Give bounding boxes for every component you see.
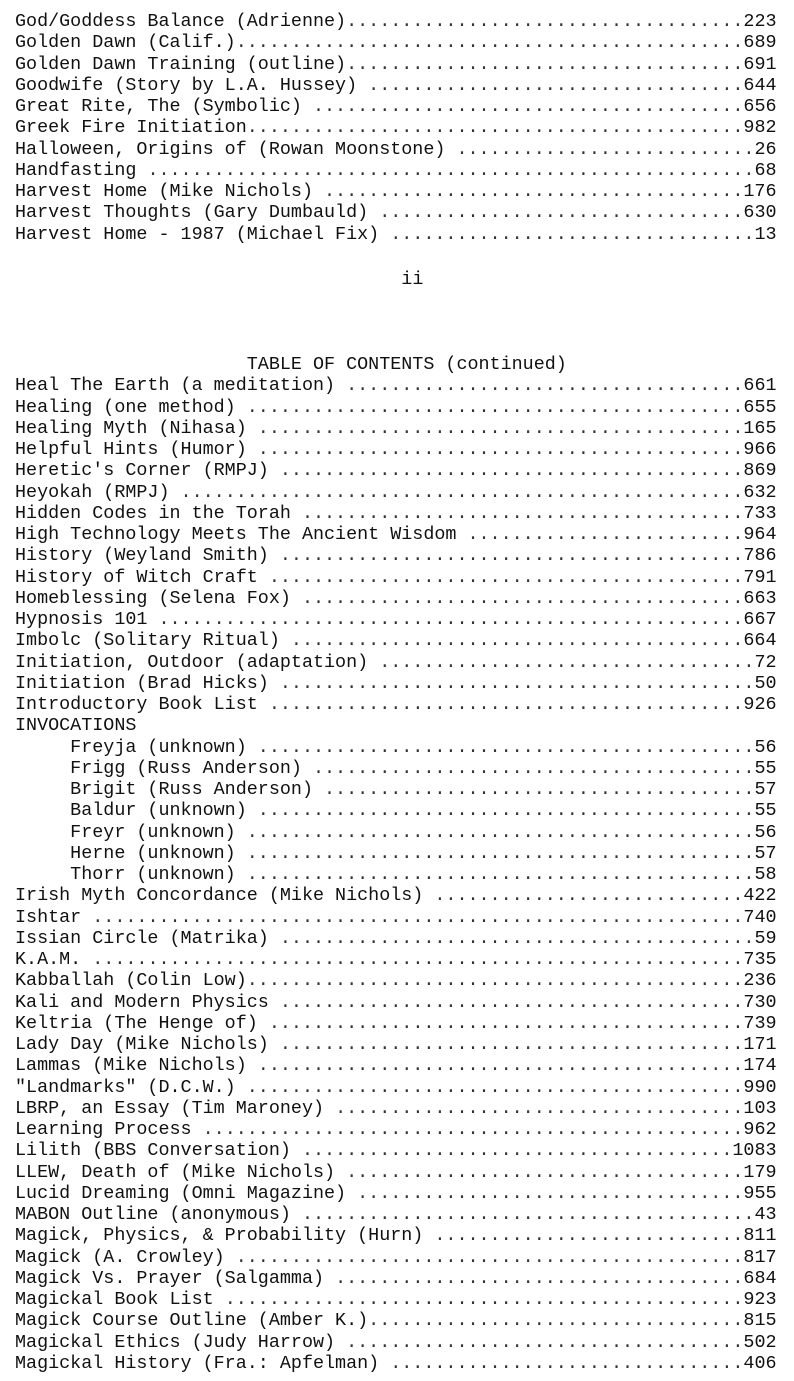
- toc-entry-title: Helpful Hints (Humor): [15, 439, 258, 460]
- toc-entry-page: 502: [743, 1331, 777, 1353]
- toc-entry-title: LBRP, an Essay (Tim Maroney): [15, 1097, 336, 1119]
- toc-entry-page: 43: [754, 1204, 777, 1225]
- toc-entry-title: Introductory Book List: [15, 694, 269, 715]
- toc-entry: [15, 1119, 777, 1140]
- toc-entry-title: Learning Process: [15, 1119, 203, 1140]
- dot-leader: ..........................................: [279, 545, 744, 567]
- toc-entry: [15, 1310, 777, 1331]
- toc-entry-title: Kali and Modern Physics: [15, 991, 280, 1013]
- toc-entry-page: 664: [743, 630, 777, 652]
- dot-leader: ...................................................: [180, 481, 744, 503]
- toc-entry-title: Magick Course Outline (Amber K.): [15, 1310, 369, 1332]
- toc-entry: [15, 224, 777, 245]
- dot-leader: .......................................: [312, 96, 744, 117]
- toc-entry-title: Heyokah (RMPJ): [15, 481, 181, 503]
- dot-leader: .............................................: [257, 800, 755, 822]
- toc-entry-title: God/Goddess Balance (Adrienne): [15, 11, 347, 32]
- toc-entry: [15, 1353, 777, 1374]
- toc-entry-title: Golden Dawn (Calif.): [15, 32, 236, 54]
- toc-entry-title: Heretic's Corner (RMPJ): [15, 460, 280, 482]
- toc-entry-page: 869: [743, 460, 777, 482]
- dot-leader: .......................................: [301, 1140, 733, 1162]
- dot-leader: ........................................: [301, 587, 744, 609]
- toc-entry-page: 644: [743, 74, 777, 96]
- toc-entry: [15, 1332, 777, 1353]
- dot-leader: ...........................................................: [92, 906, 744, 928]
- toc-entry: [15, 609, 777, 630]
- toc-entry-title: Harvest Home - 1987 (Michael Fix): [15, 223, 391, 245]
- toc-entry: [15, 202, 777, 223]
- toc-entry-title: Thorr (unknown): [15, 864, 247, 885]
- toc-entry-title: LLEW, Death of (Mike Nichols): [15, 1161, 347, 1183]
- toc-entry: [15, 1247, 777, 1268]
- toc-entry: [15, 75, 777, 96]
- dot-leader: ...........................................: [279, 927, 755, 949]
- dot-leader: ...........................................................: [92, 949, 744, 970]
- dot-leader: ....................................: [346, 53, 744, 75]
- toc-entry: [15, 1183, 777, 1204]
- toc-entry-title: Lilith (BBS Conversation): [15, 1140, 302, 1162]
- toc-entry-title: Handfasting: [15, 159, 148, 181]
- toc-entry-page: 735: [743, 949, 777, 970]
- dot-leader: ............................................: [257, 417, 744, 439]
- toc-entry: [15, 758, 777, 779]
- toc-entry: [15, 418, 777, 439]
- dot-leader: ..........................................: [279, 991, 744, 1013]
- toc-entry-page: 56: [754, 821, 777, 843]
- toc-entry-page: 236: [743, 970, 777, 992]
- dot-leader: .........................................: [290, 630, 744, 652]
- dot-leader: .....................................: [335, 1267, 744, 1289]
- dot-leader: ....................................: [346, 1161, 744, 1183]
- toc-entry-page: 667: [743, 609, 777, 630]
- toc-entry-page: 630: [743, 202, 777, 224]
- toc-entry-page: 663: [743, 587, 777, 609]
- toc-entry-page: 655: [743, 396, 777, 418]
- toc-entry-page: 964: [743, 524, 777, 545]
- toc-entry-page: 1083: [732, 1140, 777, 1162]
- dot-leader: ....................................: [346, 1331, 744, 1353]
- toc-entry: [15, 779, 777, 800]
- toc-entry-title: Harvest Home (Mike Nichols): [15, 181, 325, 202]
- dot-leader: ........................................: [312, 757, 755, 779]
- toc-entry-page: 739: [743, 1012, 777, 1034]
- toc-entry-title: Baldur (unknown): [15, 800, 258, 822]
- toc-entry-page: 68: [754, 159, 777, 181]
- toc-entry: [15, 673, 777, 694]
- toc-entry: [15, 694, 777, 715]
- toc-entry-title: Healing Myth (Nihasa): [15, 417, 258, 439]
- toc-entry-page: 786: [743, 545, 777, 567]
- dot-leader: ..............................................: [235, 1246, 744, 1268]
- toc-entry-title: Magick (A. Crowley): [15, 1246, 236, 1268]
- toc-entry-title: Magick Vs. Prayer (Salgamma): [15, 1267, 336, 1289]
- toc-entry-title: Goodwife (Story by L.A. Hussey): [15, 74, 369, 96]
- toc-entry: [15, 460, 777, 481]
- toc-entry-title: History of Witch Craft: [15, 566, 269, 588]
- dot-leader: ................................: [390, 1352, 744, 1374]
- dot-leader: .............................................: [246, 970, 744, 992]
- toc-entry: [15, 737, 777, 758]
- dot-leader: ..........................................: [279, 1034, 744, 1055]
- toc-entry-page: 733: [743, 502, 777, 524]
- toc-entry-page: 990: [743, 1076, 777, 1098]
- dot-leader: ...............................................: [224, 1289, 744, 1310]
- toc-entry-title: Great Rite, The (Symbolic): [15, 96, 313, 117]
- toc-entry: [15, 1268, 777, 1289]
- toc-entry: [15, 1225, 777, 1246]
- toc-entry-page: 176: [743, 181, 777, 202]
- toc-entry-page: 57: [754, 779, 777, 800]
- dot-leader: ..................................: [368, 1310, 744, 1332]
- toc-entry-page: 817: [743, 1246, 777, 1268]
- toc-entry: [15, 1204, 777, 1225]
- toc-entry-page: 656: [743, 96, 777, 117]
- toc-heading: [15, 354, 777, 375]
- toc-entry-title: K.A.M.: [15, 949, 93, 970]
- toc-entry-page: 966: [743, 439, 777, 460]
- dot-leader: ...........................................: [268, 566, 744, 588]
- toc-entry: [15, 800, 777, 821]
- toc-entry-title: Freyja (unknown): [15, 736, 258, 758]
- toc-entry-list: [15, 375, 777, 1374]
- toc-entry: [15, 375, 777, 396]
- toc-entry: [15, 1013, 777, 1034]
- toc-entry-title: Heal The Earth (a meditation): [15, 375, 347, 397]
- toc-section-1: [15, 11, 777, 245]
- dot-leader: .................................: [390, 223, 755, 245]
- toc-entry-page: 13: [754, 223, 777, 245]
- toc-entry-title: Lammas (Mike Nichols): [15, 1055, 258, 1077]
- dot-leader: ........................................: [301, 502, 744, 524]
- dot-leader: ...................................: [357, 1182, 744, 1204]
- toc-entry-title: Greek Fire Initiation: [15, 117, 247, 139]
- toc-entry: [15, 397, 777, 418]
- toc-entry: [15, 970, 777, 991]
- toc-entry-title: Freyr (unknown): [15, 821, 247, 843]
- toc-entry: [15, 652, 777, 673]
- toc-entry: [15, 630, 777, 651]
- toc-entry-page: 815: [743, 1310, 777, 1332]
- toc-entry-page: 55: [754, 757, 777, 779]
- toc-entry-title: Herne (unknown): [15, 842, 247, 864]
- toc-entry-page: 55: [754, 800, 777, 822]
- toc-entry-title: Imbolc (Solitary Ritual): [15, 630, 291, 652]
- dot-leader: .............................................: [257, 736, 755, 758]
- toc-entry-page: 50: [754, 672, 777, 694]
- toc-entry: [15, 503, 777, 524]
- dot-leader: ..............................................: [246, 842, 755, 864]
- toc-entry-page: 174: [743, 1055, 777, 1077]
- dot-leader: ............................: [434, 885, 744, 907]
- toc-entry: [15, 588, 777, 609]
- dot-leader: .................................................: [202, 1119, 744, 1140]
- dot-leader: .......................................: [324, 779, 755, 800]
- toc-section-2: [15, 354, 777, 1374]
- toc-entry-title: Harvest Thoughts (Gary Dumbauld): [15, 202, 380, 224]
- toc-entry: [15, 822, 777, 843]
- toc-entry-page: 179: [743, 1161, 777, 1183]
- toc-entry: [15, 1098, 777, 1119]
- toc-entry: [15, 949, 777, 970]
- toc-entry: [15, 54, 777, 75]
- toc-entry: [15, 1162, 777, 1183]
- toc-entry: [15, 139, 777, 160]
- toc-entry-title: Ishtar: [15, 906, 93, 928]
- dot-leader: ......................................: [324, 181, 744, 202]
- dot-leader: ............................: [434, 1225, 744, 1247]
- toc-entry-title: High Technology Meets The Ancient Wisdom: [15, 524, 468, 545]
- toc-entry-page: 406: [743, 1352, 777, 1374]
- dot-leader: ..................................: [379, 651, 755, 673]
- toc-entry: [15, 32, 777, 53]
- toc-entry-title: Magick, Physics, & Probability (Hurn): [15, 1225, 435, 1247]
- toc-entry-title: Magickal Book List: [15, 1289, 225, 1310]
- dot-leader: .........................: [467, 524, 744, 545]
- dot-leader: ....................................: [346, 11, 744, 32]
- toc-entry-page: 791: [743, 566, 777, 588]
- toc-entry-title: History (Weyland Smith): [15, 545, 280, 567]
- toc-entry-title: Lady Day (Mike Nichols): [15, 1034, 280, 1055]
- toc-entry-page: 962: [743, 1119, 777, 1140]
- dot-leader: .......................................................: [147, 159, 755, 181]
- dot-leader: ...........................: [456, 138, 755, 160]
- dot-leader: .............................................: [246, 396, 744, 418]
- toc-entry: [15, 928, 777, 949]
- dot-leader: ............................................: [257, 1055, 744, 1077]
- dot-leader: .................................: [379, 202, 744, 224]
- toc-entry-title: Hypnosis 101: [15, 609, 159, 630]
- dot-leader: ....................................: [346, 375, 744, 397]
- page-number: [15, 269, 423, 290]
- toc-entry: [15, 567, 777, 588]
- toc-entry-title: Lucid Dreaming (Omni Magazine): [15, 1182, 358, 1204]
- toc-entry-page: 740: [743, 906, 777, 928]
- toc-entry: [15, 11, 777, 32]
- dot-leader: .............................................: [246, 117, 744, 139]
- toc-entry: [15, 1077, 777, 1098]
- toc-entry: [15, 992, 777, 1013]
- toc-entry-title: Brigit (Russ Anderson): [15, 779, 325, 800]
- toc-entry-title: Halloween, Origins of (Rowan Moonstone): [15, 138, 457, 160]
- toc-entry-title: Issian Circle (Matrika): [15, 927, 280, 949]
- dot-leader: ..............................................: [246, 864, 755, 885]
- dot-leader: ...........................................: [268, 1012, 744, 1034]
- toc-entry-title: Golden Dawn Training (outline): [15, 53, 347, 75]
- toc-entry-page: 26: [754, 138, 777, 160]
- toc-entry: [15, 545, 777, 566]
- toc-entry-page: 103: [743, 1097, 777, 1119]
- dot-leader: .........................................: [301, 1204, 755, 1225]
- toc-entry-title: Homeblessing (Selena Fox): [15, 587, 302, 609]
- toc-entry-page: 165: [743, 417, 777, 439]
- toc-entry-page: 811: [743, 1225, 777, 1247]
- toc-entry-title: MABON Outline (anonymous): [15, 1204, 302, 1225]
- dot-leader: ..................................: [368, 74, 744, 96]
- toc-entry-title: Frigg (Russ Anderson): [15, 757, 313, 779]
- toc-entry: [15, 1140, 777, 1161]
- toc-entry-title: Irish Myth Concordance (Mike Nichols): [15, 885, 435, 907]
- toc-entry-title: Hidden Codes in the Torah: [15, 502, 302, 524]
- toc-entry-page: 58: [754, 864, 777, 885]
- dot-leader: ..........................................: [279, 460, 744, 482]
- dot-leader: .....................................: [335, 1097, 744, 1119]
- toc-entry-page: 923: [743, 1289, 777, 1310]
- toc-entry: [15, 864, 777, 885]
- toc-entry-title: "Landmarks" (D.C.W.): [15, 1076, 247, 1098]
- toc-entry-page: 171: [743, 1034, 777, 1055]
- toc-entry-title: INVOCATIONS: [15, 715, 137, 737]
- toc-entry: [15, 885, 777, 906]
- toc-heading-text: TABLE OF CONTENTS (continued): [246, 354, 567, 375]
- toc-entry-title: Healing (one method): [15, 396, 247, 418]
- toc-entry-page: 689: [743, 32, 777, 54]
- toc-entry: [15, 1034, 777, 1055]
- dot-leader: ..............................................: [246, 821, 755, 843]
- toc-entry-title: Keltria (The Henge of): [15, 1012, 269, 1034]
- toc-entry: [15, 439, 777, 460]
- toc-entry: [15, 117, 777, 138]
- dot-leader: ...........................................: [279, 672, 755, 694]
- toc-entry: [15, 482, 777, 503]
- toc-entry-title: Kabballah (Colin Low): [15, 970, 247, 992]
- toc-entry: [15, 160, 777, 181]
- toc-entry-page: 59: [754, 927, 777, 949]
- page-number-text: ii: [401, 269, 424, 290]
- toc-entry-page: 57: [754, 842, 777, 864]
- toc-entry-page: 926: [743, 694, 777, 715]
- dot-leader: .....................................................: [158, 609, 744, 630]
- toc-entry: [15, 181, 777, 202]
- toc-entry-page: 56: [754, 736, 777, 758]
- toc-entry-page: 684: [743, 1267, 777, 1289]
- toc-entry: [15, 843, 777, 864]
- dot-leader: .............................................: [246, 1076, 744, 1098]
- toc-entry-title: Magickal History (Fra.: Apfelman): [15, 1352, 391, 1374]
- toc-entry-page: 982: [743, 117, 777, 139]
- toc-entry: [15, 907, 777, 928]
- dot-leader: ............................................: [257, 439, 744, 460]
- toc-entry-page: 72: [754, 651, 777, 673]
- toc-entry-page: 691: [743, 53, 777, 75]
- toc-entry-title: Magickal Ethics (Judy Harrow): [15, 1331, 347, 1353]
- toc-entry-page: 661: [743, 375, 777, 397]
- toc-entry-page: 223: [743, 11, 777, 32]
- toc-entry-page: 632: [743, 481, 777, 503]
- toc-entry-page: 422: [743, 885, 777, 907]
- dot-leader: ...........................................: [268, 694, 744, 715]
- toc-entry: [15, 96, 777, 117]
- toc-entry: [15, 1055, 777, 1076]
- toc-entry-title: Initiation, Outdoor (adaptation): [15, 651, 380, 673]
- toc-entry: [15, 524, 777, 545]
- toc-entry-title: Initiation (Brad Hicks): [15, 672, 280, 694]
- dot-leader: ..............................................: [235, 32, 744, 54]
- toc-entry-page: 955: [743, 1182, 777, 1204]
- toc-entry-page: 730: [743, 991, 777, 1013]
- toc-entry: [15, 715, 777, 736]
- toc-entry: [15, 1289, 777, 1310]
